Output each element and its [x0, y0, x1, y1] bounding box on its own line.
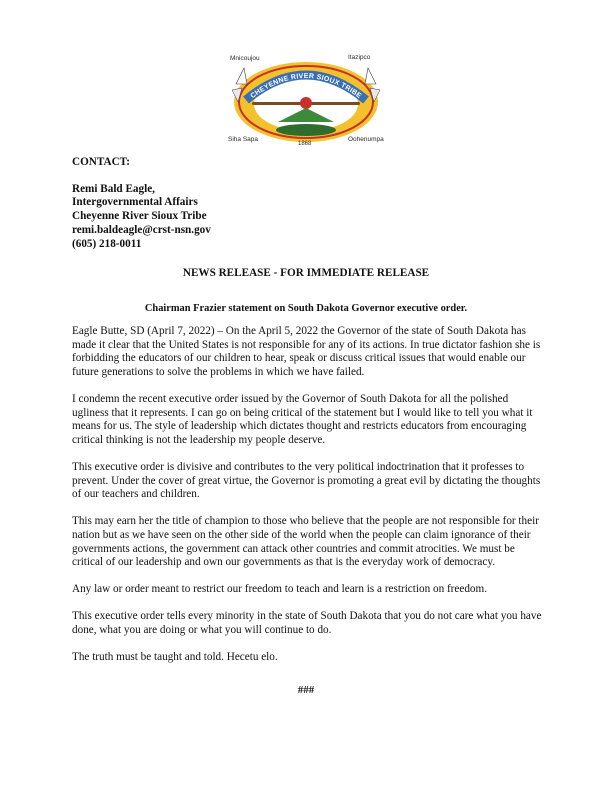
pipe-bowl-icon	[300, 97, 312, 109]
contact-email[interactable]: remi.baldeagle@crst-nsn.gov	[72, 223, 211, 236]
seal-label-bottom-left: Siha Sapa	[228, 136, 258, 143]
contact-block	[72, 156, 211, 251]
paragraph: Eagle Butte, SD (April 7, 2022) – On the April 5, 2022 the Governor of the state of South Dakota has made it clear that the United States is not responsible for any of its actions. In true dictator fashion she is forbidding the educators of our children to hear, speak or discuss critical issues that would enable our future generations to solve the problems in which we have failed.	[72, 325, 541, 378]
statement-subtitle: Chairman Frazier statement on South Dakota Governor executive order.	[144, 303, 468, 314]
contact-name: Remi Bald Eagle,	[72, 182, 155, 195]
release-title: NEWS RELEASE - FOR IMMEDIATE RELEASE	[182, 267, 430, 279]
tribal-seal-logo	[218, 44, 394, 162]
seal-year: 1868	[298, 141, 312, 147]
paragraph: Any law or order meant to restrict our freedom to teach and learn is a restriction on freedom.	[72, 583, 488, 596]
feather-left-icon	[236, 68, 247, 84]
seal-label-top-left: Mnicoujou	[230, 55, 260, 62]
paragraph: This executive order is divisive and contributes to the very political indoctrination that it professes to prevent. Under the cover of great virtue, the Governor is promoting a great evil by dictating the thoughts of our teachers and children.	[72, 460, 541, 501]
end-mark: ###	[297, 684, 315, 696]
ground-icon	[276, 124, 336, 136]
contact-phone: (605) 218-0011	[72, 237, 142, 250]
contact-role: Intergovernmental Affairs	[72, 196, 198, 209]
contact-org: Cheyenne River Sioux Tribe	[72, 210, 207, 223]
paragraph: This may earn her the title of champion to those who believe that the people are not responsible for their nation but as we have seen on the other side of the world when the people can claim ignorance of their governments actions, the government can attack other countries and commit atrocities. We must be critical of our leadership and own our governments as that is the everyday work of democracy.	[72, 515, 539, 569]
statement-body	[72, 325, 546, 665]
feather-right-icon	[365, 68, 376, 84]
seal-arc-text: CHEYENNE RIVER SIOUX TRIBE	[249, 72, 363, 101]
paragraph: I condemn the recent executive order issued by the Governor of South Dakota for all the polished ugliness that it represents. I can go on being critical of the statement but I would like to tell you what it means for us. The style of leadership which dictates thought and restricts educators from encouraging critical thinking is not the leadership my people deserve.	[72, 392, 533, 446]
seal-label-top-right: Itazipco	[348, 54, 371, 61]
paragraph: This executive order tells every minority in the state of South Dakota that you do not care what you have done, what you are doing or what you will continue to do.	[72, 610, 542, 637]
seal-label-bottom-right: Oohenumpa	[348, 136, 384, 143]
contact-heading: CONTACT:	[72, 156, 131, 168]
paragraph-closing: The truth must be taught and told. Hecetu elo.	[72, 651, 278, 664]
